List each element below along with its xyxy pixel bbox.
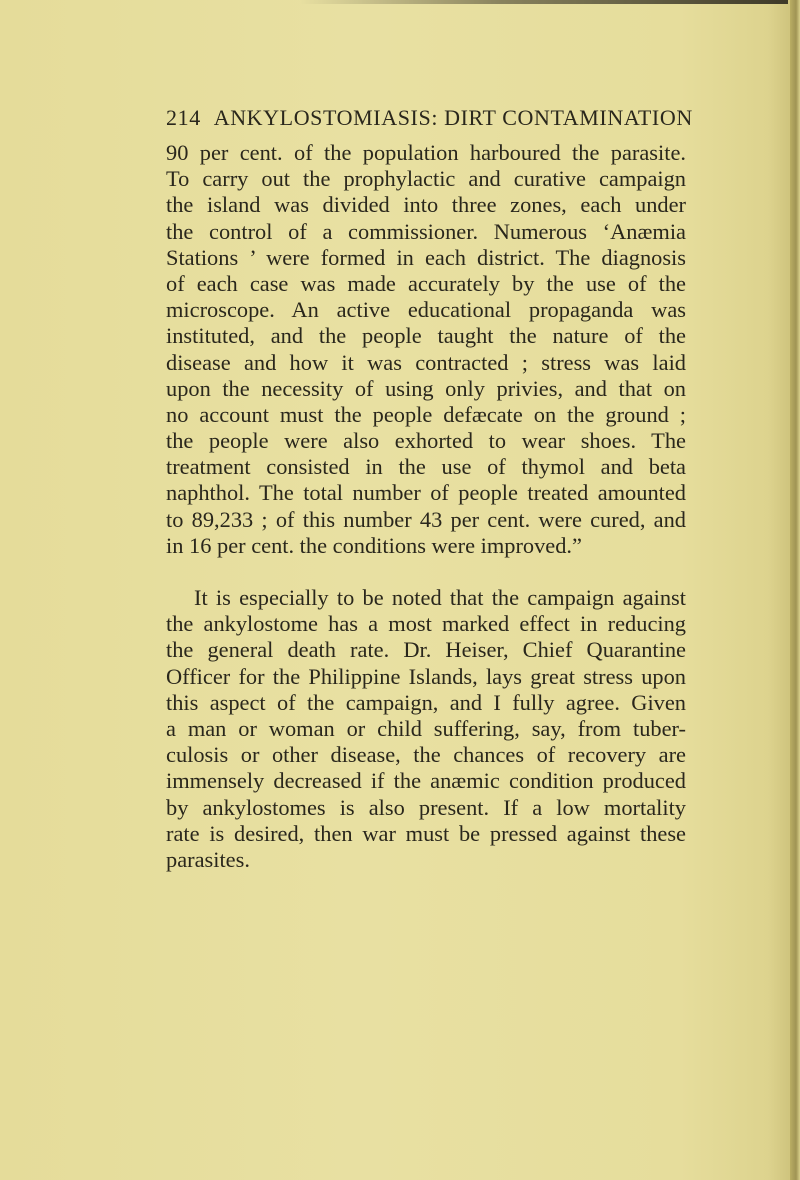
text-line: of each case was made accurately by the use of the [166, 270, 686, 296]
text-line: the general death rate. Dr. Heiser, Chief Quarantine [166, 637, 686, 663]
text-line: the people were also exhorted to wear shoes. The [166, 428, 686, 454]
text-line: the control of a commissioner. Numerous ‘Anæmia [166, 218, 686, 244]
text-line: the island was divided into three zones, each under [166, 192, 686, 218]
page-number: 214 [166, 105, 201, 130]
text-line: parasites. [166, 846, 250, 872]
body-text [166, 140, 686, 873]
text-line: immensely decreased if the anæmic condition produced [166, 768, 686, 794]
text-line: To carry out the prophylactic and curative campaign [166, 166, 686, 192]
text-line: in 16 per cent. the conditions were improved.” [166, 532, 582, 558]
running-head-title: ANKYLOSTOMIASIS: DIRT CONTAMINATION [213, 105, 693, 130]
text-line: microscope. An active educational propaganda was [166, 297, 686, 323]
text-line: rate is desired, then war must be pressed against these [166, 820, 686, 846]
text-line: disease and how it was contracted ; stress was laid [166, 349, 686, 375]
text-line: to 89,233 ; of this number 43 per cent. were cured, and [166, 506, 686, 532]
page-top-shadow [300, 0, 800, 4]
text-line: no account must the people defæcate on the ground ; [166, 401, 686, 427]
text-line: Officer for the Philippine Islands, lays great stress upon [166, 663, 686, 689]
running-head [166, 105, 693, 131]
page-right-edge [790, 0, 800, 1180]
text-line: treatment consisted in the use of thymol and beta [166, 454, 686, 480]
paragraph-2 [166, 585, 686, 873]
text-line: instituted, and the people taught the nature of the [166, 323, 686, 349]
text-line: by ankylostomes is also present. If a low mortality [166, 794, 686, 820]
text-line: culosis or other disease, the chances of recovery are [166, 742, 686, 768]
paragraph-gap [166, 559, 686, 585]
paragraph-1 [166, 140, 686, 559]
text-line: the ankylostome has a most marked effect in reducing [166, 611, 686, 637]
text-line: naphthol. The total number of people treated amounted [166, 480, 686, 506]
text-line: 90 per cent. of the population harboured the parasite. [166, 140, 686, 165]
text-line: upon the necessity of using only privies, and that on [166, 375, 686, 401]
text-line: a man or woman or child suffering, say, from tuber- [166, 715, 686, 741]
text-line: It is especially to be noted that the campaign against [194, 585, 686, 610]
text-line: this aspect of the campaign, and I fully agree. Given [166, 689, 686, 715]
text-line: Stations ’ were formed in each district. The diagnosis [166, 244, 686, 270]
